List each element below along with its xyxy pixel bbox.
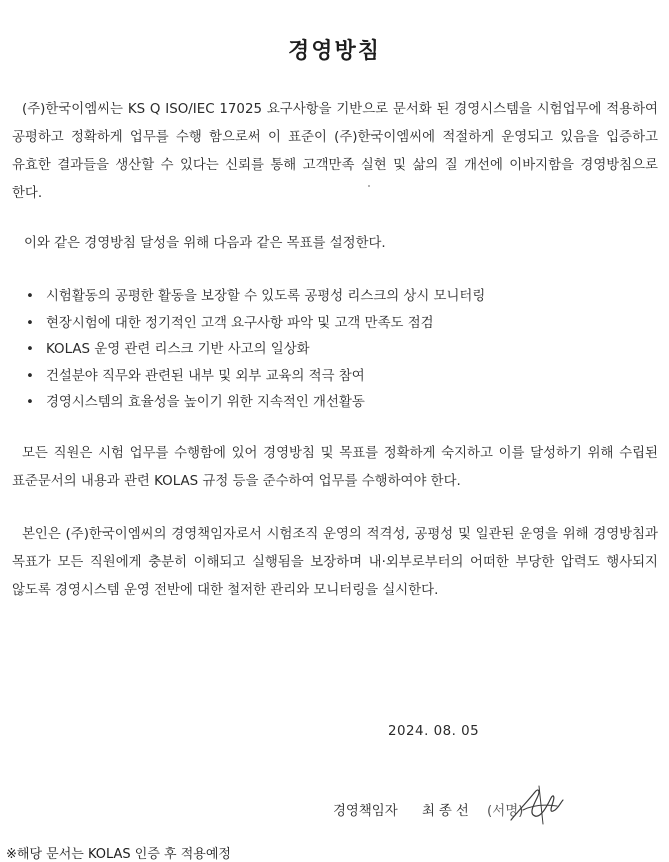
bullet-icon: •: [26, 289, 34, 304]
goal-item: [26, 337, 485, 364]
goal-item: [26, 311, 485, 338]
bullet-icon: •: [26, 315, 34, 331]
goal-text: 건설분야 직무와 관련된 내부 및 외부 교육의 적극 참여: [46, 368, 365, 384]
signature-line: [333, 800, 523, 819]
signer-name: 최종선: [421, 804, 473, 819]
bullet-icon: •: [26, 395, 34, 410]
goal-item: [26, 284, 485, 311]
staff-paragraph: 모든 직원은 시험 업무를 수행함에 있어 경영방침 및 목표를 정확하게 숙지하고 이를 달성하기 위해 수립된 표준문서의 내용과 관련 KOLAS 규정 등을 준수하여 업무를 수행하여야 한다.: [12, 446, 658, 489]
commitment-paragraph: 본인은 (주)한국이엠씨의 경영책임자로서 시험조직 운영의 적격성, 공평성 및 일관된 운영을 위해 경영방침과 목표가 모든 직원에게 충분히 이해되고 실행됨을 보장하며 내·외부로부터의 어떠한 부당한 압력도 행사되지 않도록 경영시스템 운영 전반에 대한 철저한 관리와 모니터링을 실시한다.: [12, 527, 658, 598]
bullet-icon: •: [26, 342, 34, 357]
footnote: ※해당 문서는 KOLAS 인증 후 적용예정: [6, 847, 231, 862]
handwritten-signature-icon: [505, 780, 567, 830]
document-title: 경영방침: [287, 38, 381, 64]
goal-item: [26, 364, 485, 391]
goal-text: 시험활동의 공평한 활동을 보장할 수 있도록 공평성 리스크의 상시 모니터링: [46, 289, 486, 304]
goal-text: 경영시스템의 효율성을 높이기 위한 지속적인 개선활동: [46, 395, 365, 410]
goal-text: 현장시험에 대한 정기적인 고객 요구사항 파악 및 고객 만족도 점검: [46, 315, 434, 331]
intro-paragraph: (주)한국이엠씨는 KS Q ISO/IEC 17025 요구사항을 기반으로 문서화 된 경영시스템을 시험업무에 적용하여 공평하고 정확하게 업무를 수행 함으로써 이 표준이 (주)한국이엠씨에 적절하게 운영되고 있음을 입증하고 유효한 결과들을 생산할 수 있다는 신뢰를 통해 고객만족 실현 및 삶의 질 개선에 이바지함을 경영방침으로 한다.: [12, 102, 658, 201]
bullet-icon: •: [26, 368, 34, 384]
signature-mark-label: (서명): [487, 804, 524, 819]
document-date: 2024. 08. 05: [388, 724, 480, 739]
goals-list: [26, 284, 485, 417]
scan-dot: [368, 185, 370, 187]
goal-text: KOLAS 운영 관련 리스크 기반 사고의 일상화: [46, 342, 310, 357]
goals-intro-paragraph: 이와 같은 경영방침 달성을 위해 다음과 같은 목표를 설정한다.: [24, 236, 386, 251]
goal-item: [26, 390, 485, 417]
signer-role: 경영책임자: [333, 804, 398, 819]
